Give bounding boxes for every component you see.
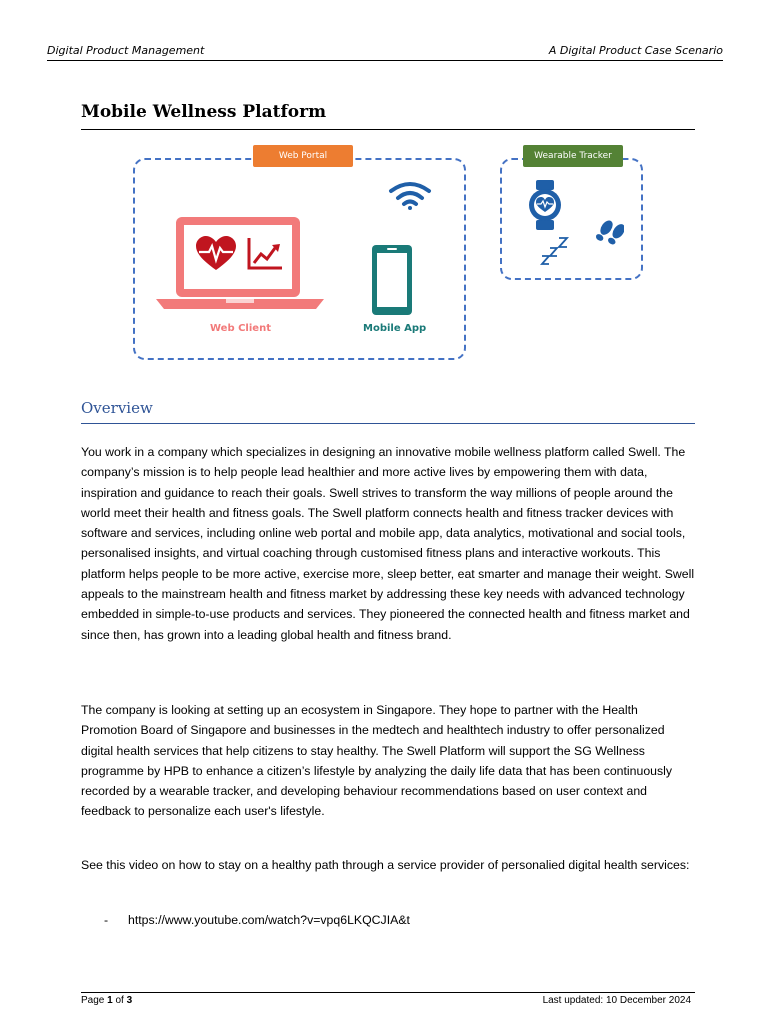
overview-paragraph-2: The company is looking at setting up an ecosystem in Singapore. They hope to partner with the Health Promotion Board of Singapore and businesses in the medtech and healthtech industry to offer personalized digital health services that help citizens to stay healthy. The Swell Platform will support the SG Wellness programme by HPB to enhance a citizen’s lifestyle by analyzing the daily life data that has been continuously recorded by a wearable tracker, and developing behaviour recommendations based on user context and feedback to personalize each user's lifestyle. <box>81 703 673 819</box>
web-client-caption: Web Client <box>210 323 271 334</box>
bullet-dash: - <box>104 913 109 927</box>
header-course-title: Digital Product Management <box>47 44 205 57</box>
web-portal-label: Web Portal <box>253 145 353 167</box>
page-total: 3 <box>126 995 133 1006</box>
sleep-zzz-icon <box>540 236 570 266</box>
wifi-icon <box>388 180 432 210</box>
title-divider <box>81 129 695 130</box>
footprints-icon <box>592 218 624 254</box>
page-current: 1 <box>107 995 113 1006</box>
wearable-tracker-label: Wearable Tracker <box>523 145 623 167</box>
page-of: of <box>112 995 127 1006</box>
laptop-icon <box>156 215 324 313</box>
overview-divider <box>81 423 695 424</box>
mobile-app-caption: Mobile App <box>363 323 427 334</box>
document-title: Mobile Wellness Platform <box>81 102 327 122</box>
overview-paragraph-1: You work in a company which specializes in designing an innovative mobile wellness platform called Swell. The company’s mission is to help people lead healthier and more active lives by empowering them with data, inspiration and guidance to reach their goals. Swell strives to transform the way millions of people around the world meet their health and fitness goals. The Swell platform connects health and fitness tracker devices with software and services, including online web portal and mobile app, data analytics, motivational and social tools, personalised insights, and virtual coaching through customised fitness plans and interactive workouts. This platform helps people to be more active, exercise more, sleep better, eat smarter and manage their weight. Swell appeals to the mainstream health and fitness market by addressing these key needs with advanced technology embedded in simple-to-use products and services. They pioneered the connected health and fitness market and since then, has grown into a leading global health and fitness brand. <box>81 445 695 642</box>
footer-divider <box>81 992 695 993</box>
smartwatch-icon <box>527 180 563 230</box>
heart-pulse-icon <box>196 236 236 272</box>
smartphone-icon <box>370 244 414 316</box>
platform-diagram <box>120 140 660 370</box>
header-divider <box>47 60 723 61</box>
list-item <box>104 910 410 930</box>
overview-heading: Overview <box>81 399 153 417</box>
video-link[interactable]: https://www.youtube.com/watch?v=vpq6LKQCJIA&t <box>128 913 410 927</box>
page-prefix: Page <box>81 995 108 1006</box>
header-document-type: A Digital Product Case Scenario <box>548 44 723 57</box>
page-header <box>47 44 723 60</box>
overview-paragraph-3: See this video on how to stay on a healthy path through a service provider of personalied digital health services: <box>81 858 690 872</box>
chart-trend-icon <box>246 236 284 272</box>
page-number <box>81 995 132 1006</box>
last-updated: Last updated: 10 December 2024 <box>542 995 691 1006</box>
